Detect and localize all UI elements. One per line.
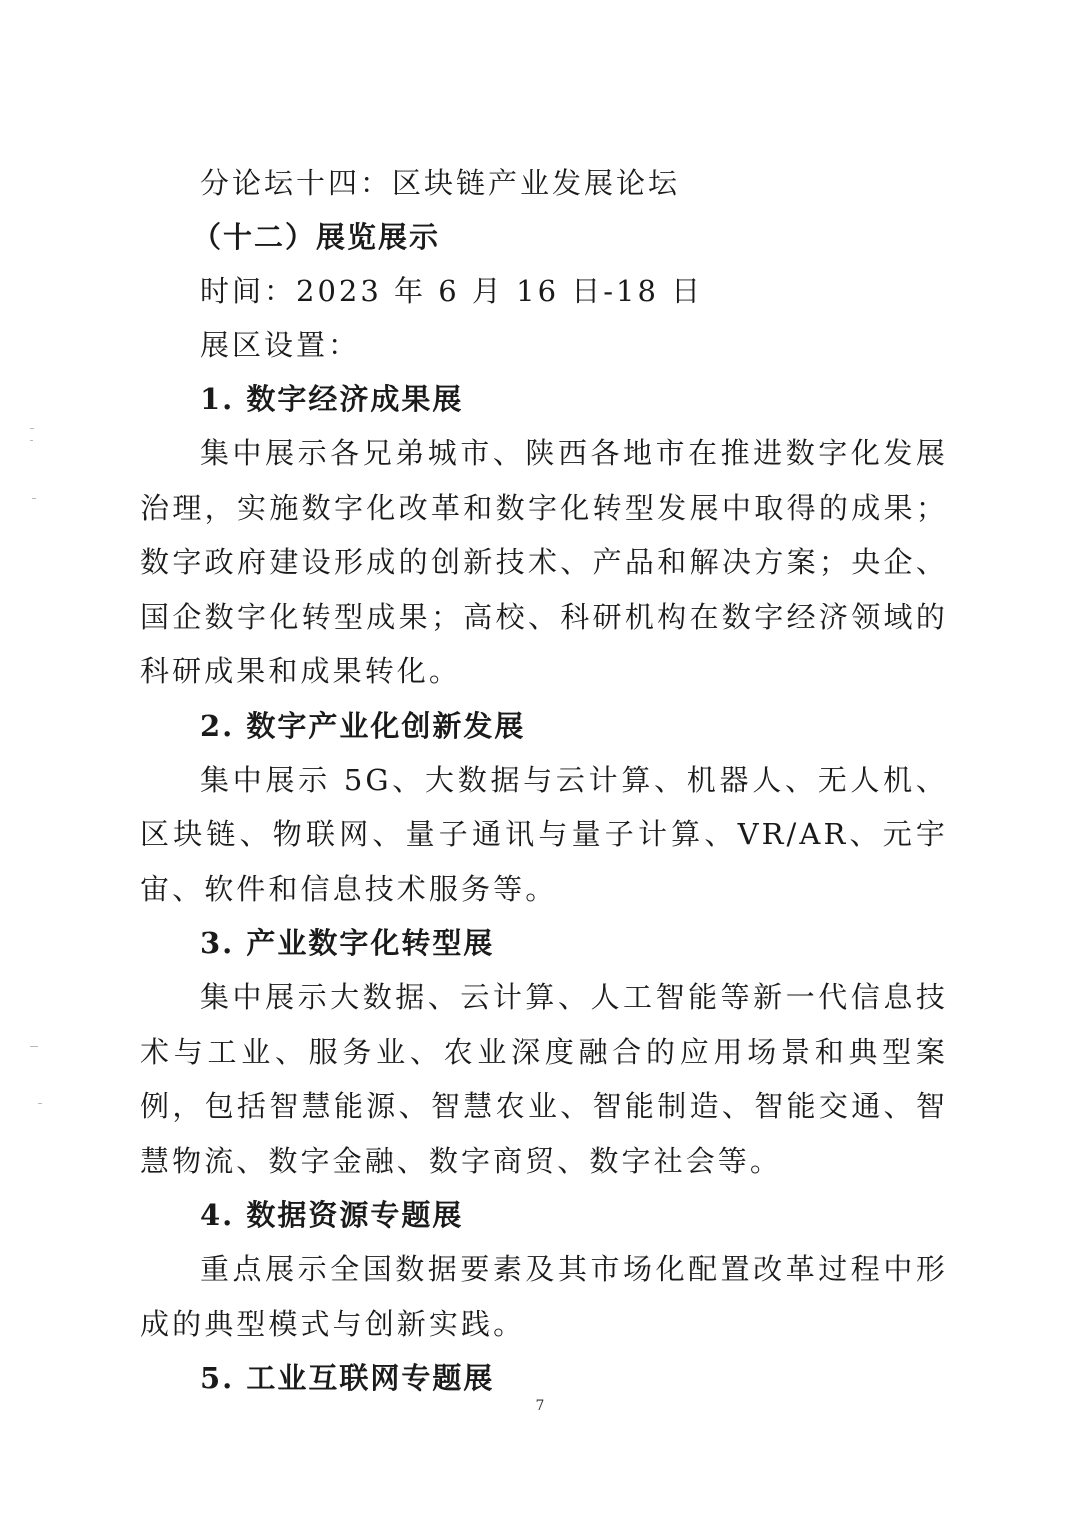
forum-line: 分论坛十四：区块链产业发展论坛 [200, 166, 681, 200]
item-heading: 1. 数字经济成果展 [200, 382, 464, 416]
scan-mark [30, 428, 34, 429]
document-body [140, 156, 948, 1405]
item-heading: 2. 数字产业化创新发展 [200, 708, 526, 743]
scan-mark [32, 498, 36, 499]
page-number: 7 [535, 1398, 545, 1414]
scan-mark [30, 440, 33, 441]
item-body: 重点展示全国数据要素及其市场化配置改革过程中形成的典型模式与创新实践。 [140, 1252, 948, 1341]
section-title: （十二）展览展示 [192, 220, 441, 254]
item-body: 集中展示大数据、云计算、人工智能等新一代信息技术与工业、服务业、农业深度融合的应用场景和典型案例，包括智慧能源、智慧农业、智能制造、智能交通、智慧物流、数字金融、数字商贸、数字社会等。 [140, 980, 948, 1178]
scan-mark [38, 1103, 42, 1104]
areas-label: 展区设置： [200, 328, 361, 362]
item-body: 集中展示各兄弟城市、陕西各地市在推进数字化发展治理，实施数字化改革和数字化转型发展中取得的成果；数字政府建设形成的创新技术、产品和解决方案；央企、国企数字化转型成果；高校、科研机构在数字经济领域的科研成果和成果转化。 [140, 436, 948, 688]
time-line: 时间：2023 年 6 月 16 日-18 日 [200, 274, 704, 308]
item-heading: 5. 工业互联网专题展 [200, 1361, 495, 1395]
item-body: 集中展示 5G、大数据与云计算、机器人、无人机、区块链、物联网、量子通讯与量子计算、VR/AR、元宇宙、软件和信息技术服务等。 [140, 762, 948, 906]
item-heading: 3. 产业数字化转型展 [200, 926, 495, 960]
item-heading: 4. 数据资源专题展 [200, 1198, 464, 1232]
scan-mark [30, 1046, 38, 1047]
